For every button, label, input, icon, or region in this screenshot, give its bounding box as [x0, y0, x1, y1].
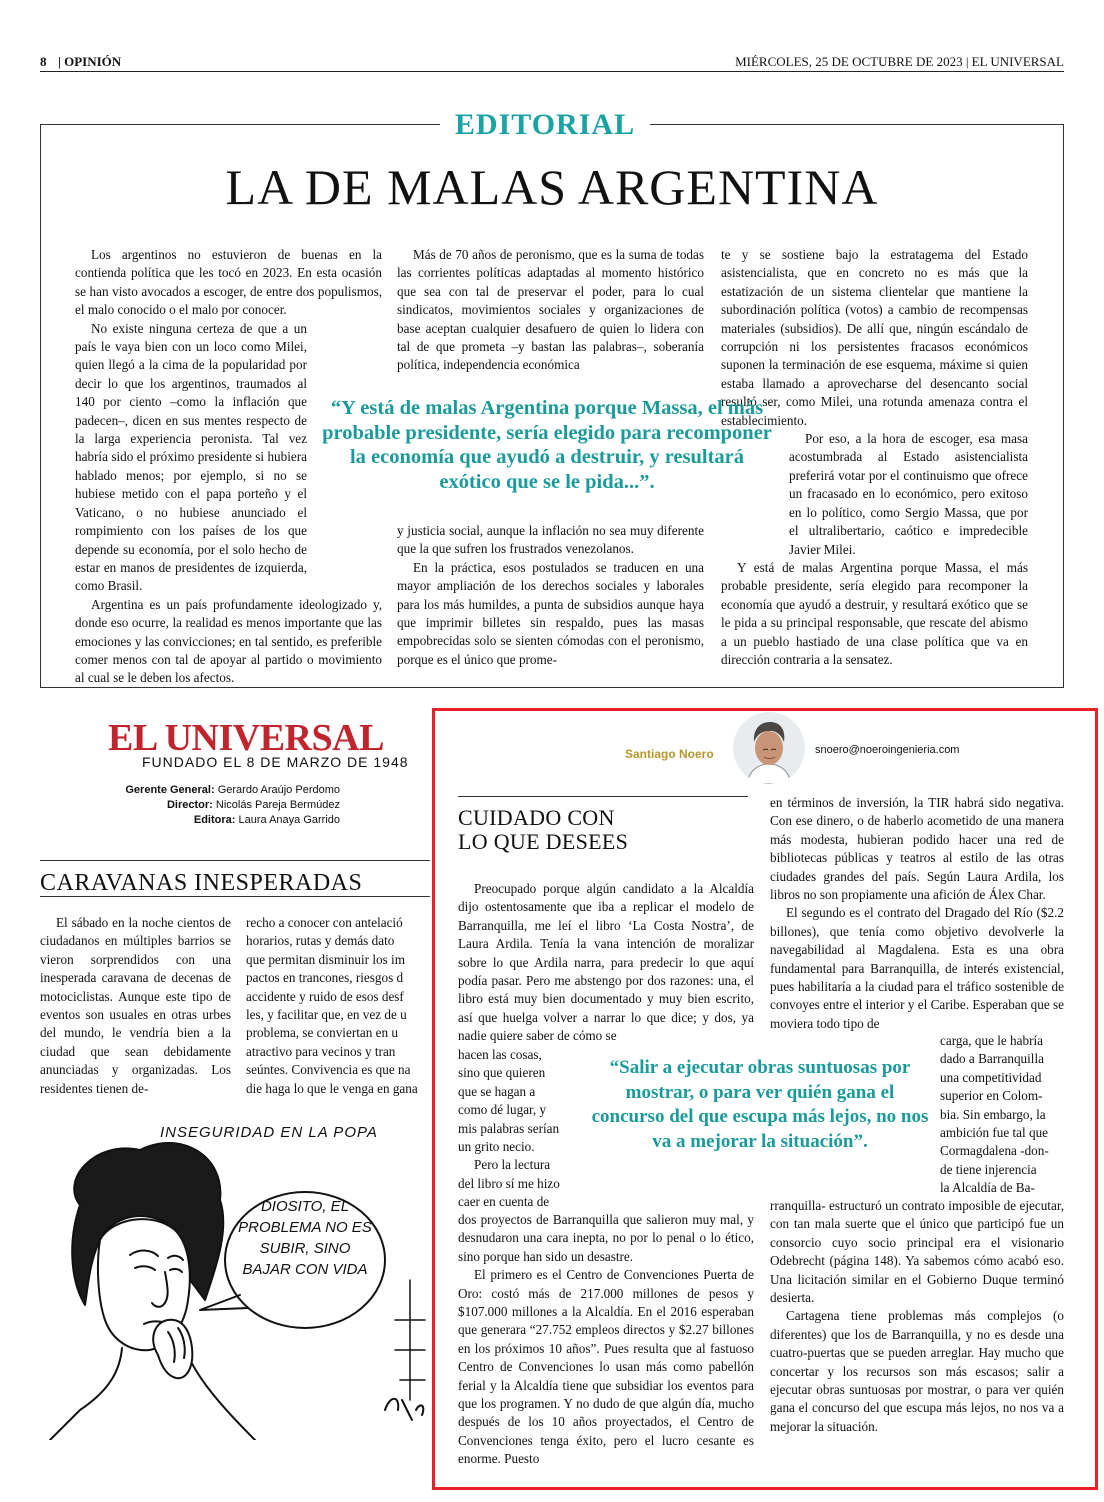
column-title — [458, 806, 628, 854]
masthead-logo: EL UNIVERSAL — [108, 717, 384, 759]
column-col2-top — [770, 794, 1064, 1033]
text-line: caer en cuenta de — [458, 1194, 550, 1210]
author-email[interactable]: snoero@noeroingenieria.com — [815, 744, 960, 756]
column-col2-narrow — [940, 1032, 1064, 1198]
header-rule — [40, 71, 1064, 72]
section-rule — [40, 896, 430, 897]
author-photo — [733, 712, 805, 784]
text-line: sino que quieren — [458, 1065, 546, 1081]
paragraph: Cartagena tiene problemas más complejos (o diferentes) que los de Barranquilla, y no es desde una cuatro-puertas que se pueden arreglar. Hay mucho que concertar y los recursos son más escasos; salir a ejecutar obras suntuosas por mostrar, o para ver quién gana el concurso del que escupa más lejos, no nos va a mejorar la situación. — [770, 1308, 1064, 1434]
text-line: que permitan disminuir los im — [246, 951, 405, 967]
column-col1-top — [458, 880, 754, 1046]
text-line: la Alcaldía de Ba- — [940, 1180, 1035, 1196]
column-title-line: CUIDADO CON — [458, 805, 615, 830]
text-line: una competitividad — [940, 1069, 1042, 1085]
text-line: ambición fue tal que — [940, 1125, 1049, 1141]
paragraph: El primero es el Centro de Convenciones Puerta de Oro: costó más de 217.000 millones de pesos y $107.000 millones a la Alcaldía. En el 2016 esperaban que generara “27.752 empleos directos y $2.27 billones en los próximos 10 años”. Pues resulta que al fastuoso Centro de Convenciones lo usan más como pabellón ferial y la Alcaldía tiene que subsidiar los eventos para que los programen. Y no dudo de que algún día, mucho después de los 10 años proyectados, el Centro de Convenciones tenga éxito, pero el lucro cesante es enorme. Puesto — [458, 1267, 754, 1467]
editorial-pull-quote: “Y está de malas Argentina porque Massa, el más probable presidente, sería elegido para recomponer la economía que ayudó a destruir, y resultará exótico que se le pida...”. — [322, 397, 772, 493]
paragraph: En la práctica, esos postulados se traducen en una mayor ampliación de los derechos sociales y laborales para los más humildes, a punta de subsidios aunque haya que imprimir billetes sin respaldo, pues las masas empobrecidas solo se sienten cómodas con el peronismo, porque es el único que prome- — [397, 559, 704, 667]
section-rule — [458, 796, 748, 797]
paragraph: Argentina es un país profundamente ideologizado y, donde eso ocurre, la realidad es menos importante que las emociones y las convicciones; en tal sentido, es preferible comer menos con tal de apoyar al partido o movimiento al cual se le deben los afectos. — [75, 596, 382, 686]
text-line: recho a conocer con antelació — [246, 915, 403, 930]
caravanas-title: CARAVANAS INESPERADAS — [40, 870, 363, 896]
editorial-column-2-bottom — [397, 522, 704, 669]
text-line: del libro sí me hizo — [458, 1175, 560, 1191]
text-line: superior en Colom- — [940, 1088, 1043, 1104]
masthead-founded: FUNDADO EL 8 DE MARZO DE 1948 — [142, 754, 409, 770]
staff-name: Nicolás Pareja Bermúdez — [215, 799, 340, 811]
text-line: bia. Sin embargo, la — [940, 1106, 1046, 1122]
staff-role: Director: — [166, 799, 213, 811]
section-name: | OPINIÓN — [58, 54, 122, 69]
editorial-title: LA DE MALAS ARGENTINA — [225, 159, 879, 215]
column-pull-quote: “Salir a ejecutar obras suntuosas por mostrar, o para ver quién gana el concurso del que escupa más lejos, no nos va a mejorar la situación”. — [591, 1057, 929, 1152]
text-line: horarios, rutas y demás dato — [246, 933, 395, 949]
text-line: que se hagan a — [458, 1083, 536, 1099]
paragraph: Por eso, a la hora de escoger, esa masa acostumbrada al Estado asistencialista preferirá votar por el continuismo que ofrece un fracasado en lo económico, pero exitoso en lo político, como Sergio Massa, que por el ultralibertario, caótico e impredecible Javier Milei. — [789, 431, 1028, 557]
paragraph: Y está de malas Argentina porque Massa, el más probable presidente, sería elegido para recomponer la economía que ayudó a destruir, y resultará exótico que se le pida a su principal responsable, que rescate del abismo a un pueblo hastiado de una clase política que va en dirección contraria a la sensatez. — [721, 559, 1028, 667]
paragraph: en términos de inversión, la TIR habrá sido negativa. Con ese dinero, o de haberlo acometido de una manera más modesta, hubieran podido hacer una red de bibliotecas públicas y teatros al estilo de las otras ciudades grandes del país. Según Laura Ardila, los libros no son propiamente una afición de Álex Char. — [770, 795, 1064, 903]
staff-role: Editora: — [193, 814, 236, 826]
editorial-column-2 — [397, 246, 704, 375]
paragraph: El segundo es el contrato del Dragado del Río ($2.2 billones), que tenía como objetivo devolverle la navegabilidad al Magdalena. Esta es una obra fundamental para Barranquilla, de interés existencial, pues habilitaría a la ciudad para el tráfico sostenible de convoyes entre el interior y el Caribe. Esperaban que se moviera todo tipo de — [770, 905, 1064, 1031]
text-line: carga, que le habría — [940, 1033, 1044, 1048]
text-line: como dé lugar, y — [458, 1102, 547, 1118]
text-line: accidente y ruido de esos desf — [246, 988, 404, 1004]
paragraph: dos proyectos de Barranquilla que salieron muy mal, y desnudaron una cara inepta, no por lo penal o lo ético, sino porque han sido un desastre. — [458, 1212, 754, 1264]
staff-line — [40, 813, 340, 828]
text-line: Cormagdalena -don- — [940, 1143, 1049, 1159]
paragraph: Preocupado porque algún candidato a la Alcaldía dijo ostentosamente que iba a replicar el modelo de Barranquilla, me leí el libro ‘La Costa Nostra’, de Laura Ardila. Tenía la vana intención de moralizar sobre lo que Ardila narra, para predecir lo que aquí podía pasar. Pero me abstengo por dos razones: una, el libro está muy bien documentado y muy bien escrito, así que huelga volver a narrar lo que dice; y dos, ya nadie quiere saber de cómo se — [458, 881, 754, 1044]
cartoon-title: INSEGURIDAD EN LA POPA — [160, 1124, 378, 1141]
staff-name: Gerardo Araújo Perdomo — [217, 784, 340, 796]
column-col1-narrow — [458, 1046, 578, 1212]
page-number: 8 — [40, 54, 47, 69]
text-line: problema, se conviertan en u — [246, 1025, 398, 1041]
text-line: dado a Barranquilla — [940, 1051, 1044, 1067]
text-line: hacen las cosas, — [458, 1047, 542, 1062]
paragraph: No existe ninguna certeza de que a un país le vaya bien con un loco como Milei, quien llegó a la cima de la popularidad por decir lo que los argentinos, traumados al 140 por ciento –como la inflación que padecen–, dicen en sus mentes respecto de la larga experiencia peronista. Tal vez habría sido el próximo presidente si hubiera hablado menos; por ejemplo, si no se hubiese metido con el papa porteño y el Vaticano, o no hubiese anunciado el rompimiento con los países de los que depende su economía, por el solo hecho de estar en manos de presidentes de izquierda, como Brasil. — [75, 320, 307, 594]
caravanas-column-1 — [40, 914, 231, 1098]
staff-name: Laura Anaya Garrido — [238, 814, 340, 826]
text-line: mis palabras serían — [458, 1120, 560, 1136]
staff-role: Gerente General: — [125, 784, 215, 796]
staff-line — [40, 798, 340, 813]
paragraph: y justicia social, aunque la inflación no sea muy diferente que la que sufren los frustrados venezolanos. — [397, 523, 704, 557]
text-line: de tiene injerencia — [940, 1161, 1037, 1177]
text-line: Pero la lectura — [474, 1157, 551, 1173]
staff-line — [40, 783, 340, 798]
section-rule — [40, 860, 430, 861]
cartoon-speech-text: DIOSITO, EL PROBLEMA NO ES SUBIR, SINO BAJAR CON VIDA — [238, 1198, 372, 1278]
paragraph: Más de 70 años de peronismo, que es la suma de todas las corrientes políticas adaptadas al momento histórico que sea con tal de preservar el poder, para lo cual sindicatos, movimientos sociales y organizaciones de base aceptan cualquier desafuero de quien lo lidera con tal de que prometa –y bastan las palabras–, soberanía política, independencia económica — [397, 247, 704, 373]
column-title-line: LO QUE DESEES — [458, 829, 629, 854]
paragraph: te y se sostiene bajo la estratagema del Estado asistencialista, que en concreto no es más que la estatización de un sistema clientelar que mantiene la subordinación política (votos) a cambio de recompensas materiales (subsidios). De allí que, ningún escándalo de corrupción ni los persistentes fracasos económicos suponen la terminación de ese esquema, máxime si quien estaba llamado a aprovecharse del desencanto social resultó ser, como Milei, una rotunda amenaza contra el establecimiento. — [721, 247, 1028, 428]
paragraph: El sábado en la noche cientos de ciudadanos en múltiples barrios se vieron sorprendidos con una inesperada caravana de decenas de motociclistas. Aunque este tipo de eventos son usuales en otras urbes del mundo, le vendría bien a la ciudad que sean debidamente anunciadas y organizadas. Los residentes tienen de- — [40, 915, 231, 1096]
caravanas-column-2 — [246, 914, 432, 1098]
editorial-label: EDITORIAL — [440, 108, 650, 144]
text-line: pactos en trancones, riesgos d — [246, 970, 404, 986]
header-date: MIÉRCOLES, 25 DE OCTUBRE DE 2023 | EL UNIVERSAL — [735, 54, 1064, 69]
text-line: un grito necio. — [458, 1139, 535, 1155]
text-line: seúntes. Convivencia es que na — [246, 1062, 411, 1078]
paragraph: Los argentinos no estuvieron de buenas en la contienda política que les tocó en 2023. En esta ocasión se han visto avocados a escoger, de entre dos populismos, el malo conocido o el malo por conocer. — [75, 247, 382, 318]
text-line: les, y facilitar que, en vez de u — [246, 1007, 407, 1023]
column-col2-bottom — [770, 1197, 1064, 1436]
paragraph: rranquilla- estructuró un contrato imposible de ejecutar, con tan mala suerte que el único que participó fue un consorcio cuyo socio principal era el visionario Odebrecht (página 148). Ya sabemos cómo acabó eso. Una licitación similar en el Gobierno Duque terminó desierta. — [770, 1198, 1064, 1306]
author-name: Santiago Noero — [625, 747, 714, 761]
column-col1-bottom — [458, 1211, 754, 1469]
text-line: die haga lo que le venga en gana — [246, 1080, 418, 1096]
text-line: atractivo para vecinos y tran — [246, 1043, 396, 1059]
